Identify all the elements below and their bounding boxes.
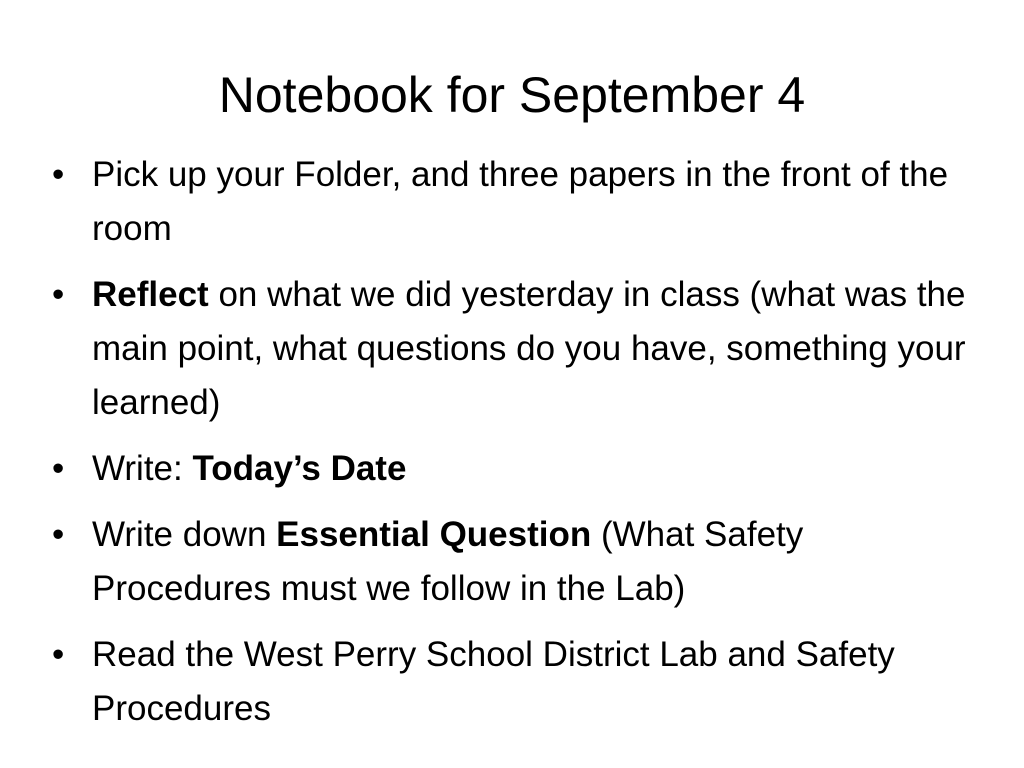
bullet-item-reflect — [50, 268, 980, 430]
bullet-dot-icon: • — [52, 515, 65, 554]
bullet-bold-text: Reflect — [92, 275, 209, 314]
bullet-text: on what we did yesterday in class (what was the main point, what questions do you have, something your learned) — [92, 275, 966, 422]
bullet-bold-text: Today’s Date — [192, 449, 407, 488]
slide-title: Notebook for September 4 — [218, 67, 806, 123]
bullet-text: Write down — [92, 515, 277, 554]
bullet-dot-icon: • — [52, 635, 65, 674]
bullet-dot-icon: • — [52, 275, 65, 314]
bullet-text: Pick up your Folder, and three papers in the front of the room — [92, 155, 949, 248]
bullet-dot-icon: • — [52, 155, 65, 194]
bullet-text: (What Safety Procedures must we follow in the Lab) — [92, 515, 804, 608]
bullet-item-folder — [50, 148, 980, 256]
bullet-text: Read the West Perry School District Lab and Safety Procedures — [92, 635, 895, 728]
bullet-item-read-procedures — [50, 628, 980, 736]
bullet-item-essential-question — [50, 508, 980, 616]
bullet-list — [50, 148, 980, 748]
bullet-bold-text: Essential Question — [276, 515, 592, 554]
bullet-dot-icon: • — [52, 449, 65, 488]
bullet-text: Write: — [92, 449, 193, 488]
bullet-item-date — [50, 442, 980, 496]
